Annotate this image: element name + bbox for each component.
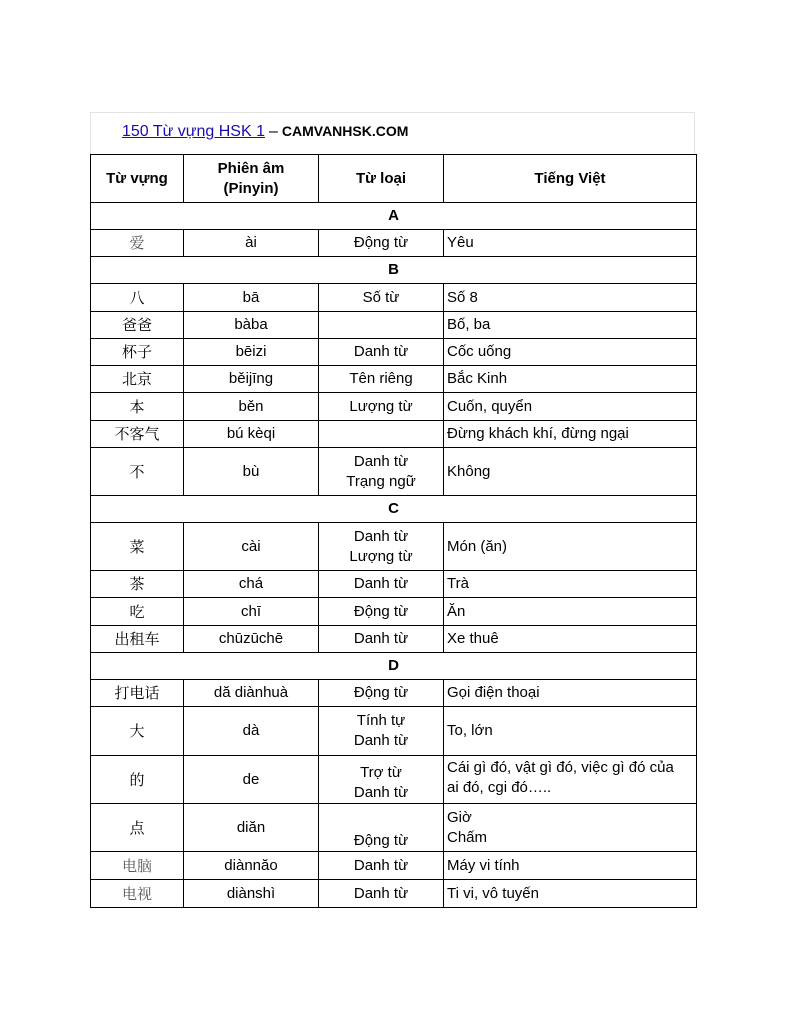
table-row xyxy=(91,523,697,571)
meaning-cell: Ăn xyxy=(444,598,697,626)
table-row xyxy=(91,707,697,756)
word-cell: 不 xyxy=(91,448,184,496)
section-label-d: D xyxy=(91,653,697,680)
meaning-cell: Trà xyxy=(444,571,697,598)
type-cell: Trợ từ Danh từ xyxy=(319,756,444,804)
pinyin-cell: běn xyxy=(184,393,319,421)
header-meaning: Tiếng Việt xyxy=(444,155,697,203)
pinyin-cell: běijīng xyxy=(184,366,319,393)
pinyin-cell: dă diànhuà xyxy=(184,680,319,707)
meaning-cell: Cốc uống xyxy=(444,339,697,366)
word-cell: 电脑 xyxy=(91,852,184,880)
section-row-c xyxy=(91,496,697,523)
section-row-a xyxy=(91,203,697,230)
word-cell: 茶 xyxy=(91,571,184,598)
pinyin-cell: diăn xyxy=(184,804,319,852)
word-cell: 北京 xyxy=(91,366,184,393)
word-cell: 出租车 xyxy=(91,626,184,653)
type-cell: Động từ xyxy=(319,804,444,852)
table-row xyxy=(91,366,697,393)
pinyin-cell: bú kèqi xyxy=(184,421,319,448)
word-cell: 不客气 xyxy=(91,421,184,448)
type-cell: Lượng từ xyxy=(319,393,444,421)
type-cell: Danh từ Trạng ngữ xyxy=(319,448,444,496)
type-cell: Danh từ Lượng từ xyxy=(319,523,444,571)
pinyin-cell: diànnăo xyxy=(184,852,319,880)
vocabulary-table xyxy=(90,154,697,908)
meaning-cell: Yêu xyxy=(444,230,697,257)
table-row xyxy=(91,756,697,804)
meaning-cell: Số 8 xyxy=(444,284,697,312)
title-dash: – xyxy=(268,123,278,140)
pinyin-cell: chá xyxy=(184,571,319,598)
document-title xyxy=(122,123,408,141)
type-cell: Danh từ xyxy=(319,571,444,598)
table-row xyxy=(91,571,697,598)
word-cell: 八 xyxy=(91,284,184,312)
table-row xyxy=(91,626,697,653)
type-cell: Động từ xyxy=(319,680,444,707)
meaning-cell: Xe thuê xyxy=(444,626,697,653)
section-row-d xyxy=(91,653,697,680)
word-cell: 爸爸 xyxy=(91,312,184,339)
type-cell: Danh từ xyxy=(319,852,444,880)
pinyin-cell: bēizi xyxy=(184,339,319,366)
table-row xyxy=(91,448,697,496)
table-row xyxy=(91,804,697,852)
word-cell: 大 xyxy=(91,707,184,756)
header-word: Từ vựng xyxy=(91,155,184,203)
table-row xyxy=(91,230,697,257)
table-row xyxy=(91,312,697,339)
type-cell: Tên riêng xyxy=(319,366,444,393)
type-cell xyxy=(319,421,444,448)
word-cell: 吃 xyxy=(91,598,184,626)
meaning-cell: Cuốn, quyển xyxy=(444,393,697,421)
meaning-cell: Gọi điện thoại xyxy=(444,680,697,707)
table-header-row xyxy=(91,155,697,203)
type-cell: Danh từ xyxy=(319,626,444,653)
header-pinyin: Phiên âm (Pinyin) xyxy=(184,155,319,203)
type-cell: Tính tự Danh từ xyxy=(319,707,444,756)
type-cell: Động từ xyxy=(319,598,444,626)
meaning-cell: Ti vi, vô tuyến xyxy=(444,880,697,908)
section-row-b xyxy=(91,257,697,284)
pinyin-cell: de xyxy=(184,756,319,804)
table-row xyxy=(91,880,697,908)
table-row xyxy=(91,339,697,366)
word-cell: 电视 xyxy=(91,880,184,908)
type-cell xyxy=(319,312,444,339)
type-cell: Số từ xyxy=(319,284,444,312)
word-cell: 杯子 xyxy=(91,339,184,366)
word-cell: 点 xyxy=(91,804,184,852)
table-row xyxy=(91,421,697,448)
site-name: CAMVANHSK.COM xyxy=(281,123,409,139)
word-cell: 爱 xyxy=(91,230,184,257)
meaning-cell: To, lớn xyxy=(444,707,697,756)
meaning-cell: Máy vi tính xyxy=(444,852,697,880)
meaning-cell: Giờ Chấm xyxy=(444,804,697,852)
meaning-cell: Không xyxy=(444,448,697,496)
title-link[interactable]: 150 Từ vựng HSK 1 xyxy=(122,123,265,140)
pinyin-cell: dà xyxy=(184,707,319,756)
meaning-cell: Đừng khách khí, đừng ngại xyxy=(444,421,697,448)
meaning-cell: Cái gì đó, vật gì đó, việc gì đó của ai đó, cgi đó….. xyxy=(444,756,697,804)
pinyin-cell: diànshì xyxy=(184,880,319,908)
table-row xyxy=(91,680,697,707)
word-cell: 打电话 xyxy=(91,680,184,707)
type-cell: Danh từ xyxy=(319,339,444,366)
table-row xyxy=(91,393,697,421)
meaning-cell: Món (ăn) xyxy=(444,523,697,571)
type-cell: Động từ xyxy=(319,230,444,257)
pinyin-cell: bā xyxy=(184,284,319,312)
header-type: Từ loại xyxy=(319,155,444,203)
document-title-box xyxy=(90,112,695,154)
meaning-cell: Bắc Kinh xyxy=(444,366,697,393)
pinyin-cell: bàba xyxy=(184,312,319,339)
table-row xyxy=(91,598,697,626)
section-label-c: C xyxy=(91,496,697,523)
pinyin-cell: cài xyxy=(184,523,319,571)
word-cell: 本 xyxy=(91,393,184,421)
pinyin-cell: chūzūchē xyxy=(184,626,319,653)
word-cell: 的 xyxy=(91,756,184,804)
table-row xyxy=(91,284,697,312)
section-label-a: A xyxy=(91,203,697,230)
pinyin-cell: bù xyxy=(184,448,319,496)
table-row xyxy=(91,852,697,880)
word-cell: 菜 xyxy=(91,523,184,571)
pinyin-cell: ài xyxy=(184,230,319,257)
type-cell: Danh từ xyxy=(319,880,444,908)
pinyin-cell: chī xyxy=(184,598,319,626)
meaning-cell: Bố, ba xyxy=(444,312,697,339)
section-label-b: B xyxy=(91,257,697,284)
